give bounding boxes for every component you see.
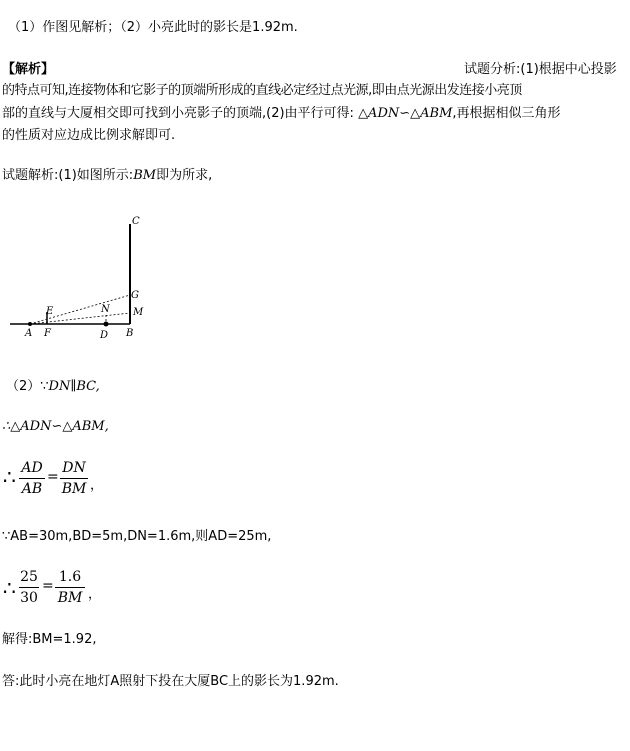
- conclusion-line: 答:此时小亮在地灯A照射下投在大厦BC上的影长为1.92m.: [2, 674, 339, 689]
- frac-bar: [60, 478, 88, 479]
- ray-a-g: [30, 295, 130, 324]
- fraction-dn-bm: [60, 459, 88, 498]
- equals-sign-1: =: [47, 469, 59, 485]
- label-n: N: [101, 304, 110, 315]
- analysis-row-1: 的特点可知,连接物体和它影子的顶端所形成的直线必定经过点光源,即由点光源出发连接小亮顶: [2, 83, 522, 98]
- point-d: [104, 322, 109, 327]
- given-values-line: ∵AB=30m,BD=5m,DN=1.6m,则AD=25m,: [2, 529, 272, 544]
- frac-den-bm-2: BM: [57, 590, 83, 606]
- ray-a-m: [30, 313, 130, 324]
- analysis-lead: 试题分析:(1)根据中心投影: [464, 62, 617, 77]
- sub-comma: ，: [88, 587, 102, 602]
- label-b: B: [126, 328, 134, 339]
- part2-given-expr: DN∥BC,: [48, 379, 100, 394]
- fraction-25-30: [19, 568, 39, 607]
- fraction-16-bm: [55, 568, 85, 607]
- label-d: D: [100, 330, 109, 341]
- fraction-ad-ab: [19, 459, 45, 498]
- analysis-row-2-tail: ,再根据相似三角形: [452, 106, 561, 121]
- label-e: E: [46, 306, 54, 317]
- part2-given-prefix: （2）∵: [6, 379, 49, 394]
- frac-num-16: 1.6: [58, 569, 82, 585]
- analysis-tag: 【解析】: [2, 62, 55, 77]
- frac-num-ad: AD: [21, 460, 43, 476]
- label-c: C: [132, 216, 140, 227]
- analysis-row-2: [2, 102, 561, 121]
- analysis-row-3: 的性质对应边成比例求解即可.: [2, 128, 176, 143]
- frac-bar: [19, 587, 39, 588]
- equals-sign-2: =: [42, 578, 54, 594]
- label-m: M: [133, 307, 144, 318]
- frac-bar: [19, 478, 45, 479]
- ratio-comma: ，: [90, 478, 104, 493]
- therefore-symbol-2: ∴: [3, 576, 16, 600]
- result-line: 解得:BM=1.92,: [2, 632, 97, 647]
- label-a: A: [25, 328, 33, 339]
- answer-line: （1）作图见解析；（2）小亮此时的影长是1.92m.: [8, 20, 298, 35]
- label-g: G: [131, 290, 139, 301]
- therefore-symbol-1: ∴: [3, 465, 16, 489]
- solution-intro: [2, 164, 212, 183]
- solution-intro-tail: 即为所求,: [156, 168, 213, 183]
- frac-bar: [55, 587, 85, 588]
- geometry-figure: [0, 210, 160, 345]
- frac-num-dn: DN: [62, 460, 86, 476]
- part2-given: [6, 375, 100, 394]
- label-f: F: [44, 328, 51, 339]
- similar-triangles-line: ∴△ADN∽△ABM,: [2, 419, 109, 434]
- frac-den-ab: AB: [21, 481, 43, 497]
- frac-den-30: 30: [20, 590, 38, 606]
- similarity-relation: △ADN∽△ABM: [358, 106, 453, 121]
- solution-var-bm: BM: [133, 168, 157, 183]
- analysis-row-2-text: 部的直线与大厦相交即可找到小亮影子的顶端,(2)由平行可得:: [2, 106, 359, 121]
- solution-intro-text: 试题解析:(1)如图所示:: [2, 168, 134, 183]
- frac-num-25: 25: [20, 569, 38, 585]
- point-a: [28, 322, 32, 326]
- frac-den-bm: BM: [61, 481, 87, 497]
